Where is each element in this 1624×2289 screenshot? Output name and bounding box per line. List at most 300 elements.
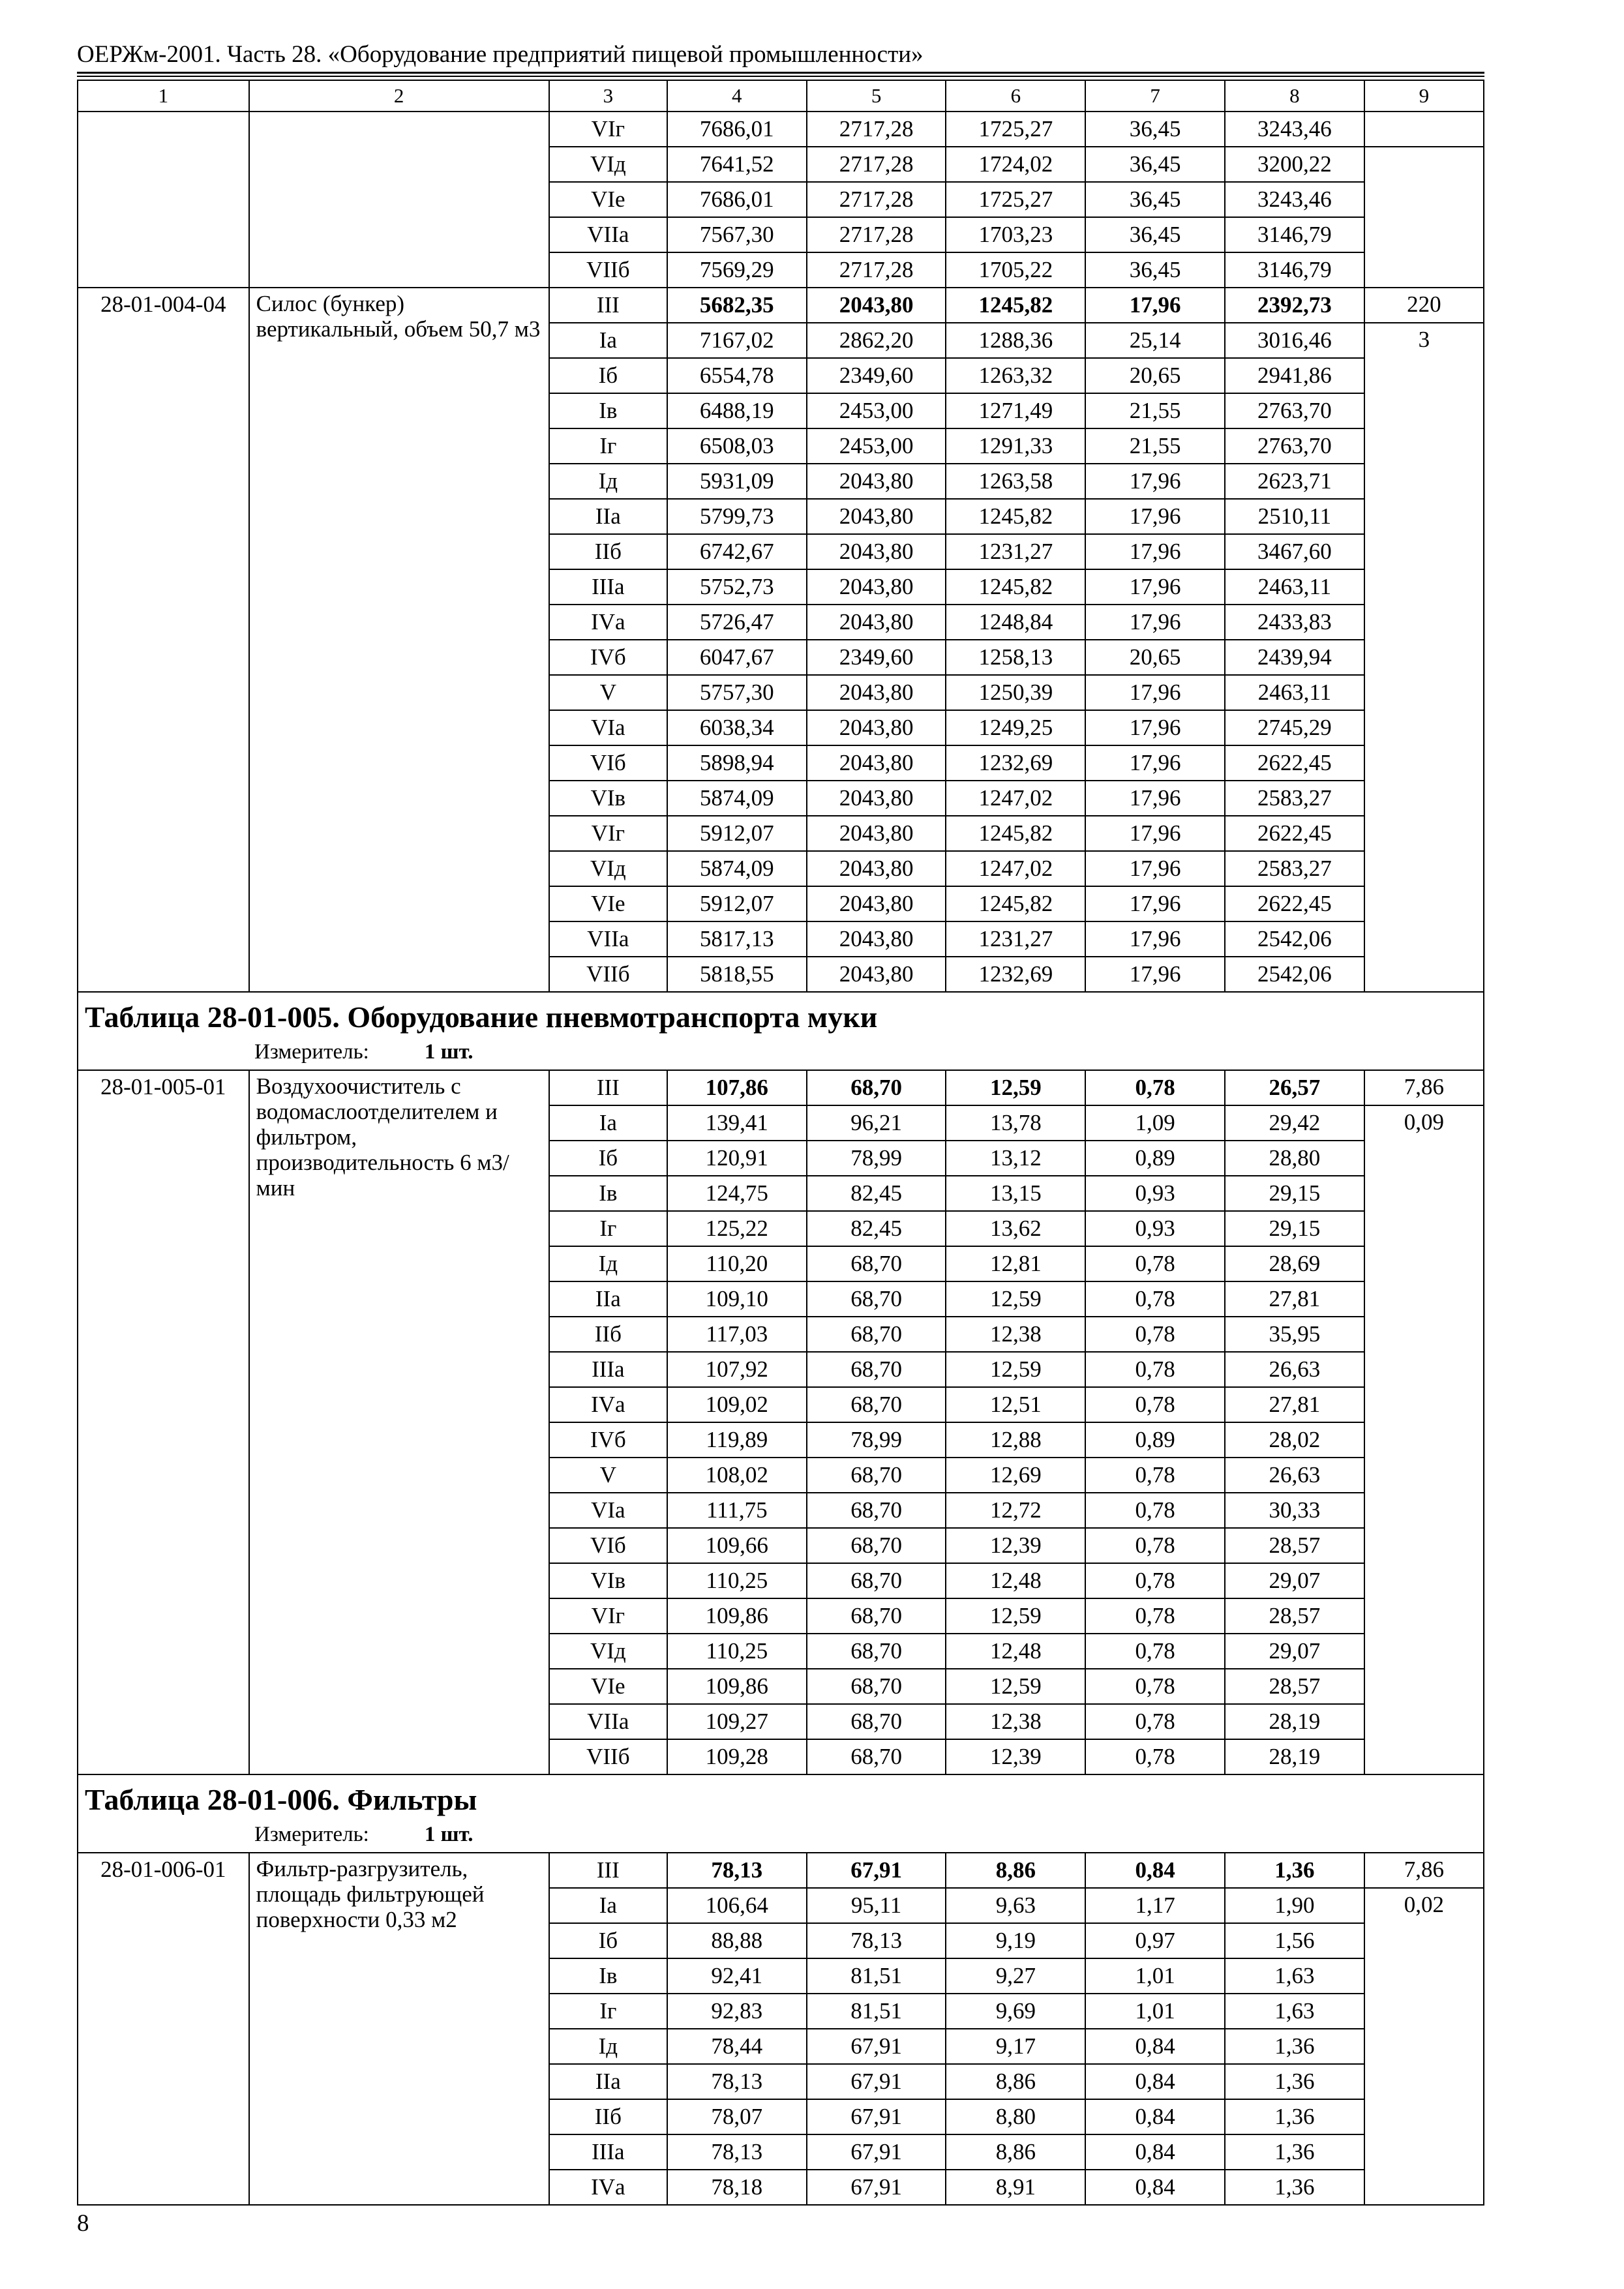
rate-value: 5912,07 <box>667 886 807 921</box>
rate-value: 1,36 <box>1225 2064 1364 2099</box>
rate-value: 1725,27 <box>946 112 1085 147</box>
unit-value: 1 шт. <box>424 1040 474 1064</box>
rate-value: 109,86 <box>667 1598 807 1634</box>
rate-value: 12,59 <box>946 1598 1085 1634</box>
rate-value: 2349,60 <box>807 358 946 393</box>
rate-value: 109,10 <box>667 1281 807 1317</box>
rate-value: 109,86 <box>667 1669 807 1704</box>
zone-code: Iа <box>549 323 667 358</box>
rate-value: 2453,00 <box>807 428 946 464</box>
rate-value: 9,19 <box>946 1923 1085 1958</box>
rate-value: 17,96 <box>1085 605 1225 640</box>
rate-value: 3016,46 <box>1225 323 1364 358</box>
rate-value: 68,70 <box>807 1317 946 1352</box>
unit-line <box>85 1037 1477 1067</box>
rate-value: 111,75 <box>667 1493 807 1528</box>
rate-value: 2349,60 <box>807 640 946 675</box>
column-number: 4 <box>667 80 807 112</box>
rate-value: 0,78 <box>1085 1563 1225 1598</box>
rate-value: 2583,27 <box>1225 781 1364 816</box>
rate-value: 17,96 <box>1085 886 1225 921</box>
column-number: 7 <box>1085 80 1225 112</box>
zone-code: VIд <box>549 147 667 182</box>
table-row <box>78 1070 1484 1105</box>
rate-value: 12,88 <box>946 1422 1085 1458</box>
header-rule <box>77 72 1484 74</box>
rate-value: 2622,45 <box>1225 816 1364 851</box>
rate-value: 139,41 <box>667 1105 807 1141</box>
zone-code: VIе <box>549 182 667 217</box>
rate-value: 2763,70 <box>1225 393 1364 428</box>
zone-code: VIIб <box>549 252 667 288</box>
rate-value: 96,21 <box>807 1105 946 1141</box>
rate-value: 0,78 <box>1085 1246 1225 1281</box>
rate-value: 2392,73 <box>1225 288 1364 323</box>
rate-value: 2862,20 <box>807 323 946 358</box>
rate-value: 2463,11 <box>1225 569 1364 605</box>
rate-value: 6554,78 <box>667 358 807 393</box>
rate-value: 68,70 <box>807 1281 946 1317</box>
rate-value: 6038,34 <box>667 710 807 745</box>
rate-value: 0,78 <box>1085 1070 1225 1105</box>
unit-label: Измеритель: <box>254 1040 369 1064</box>
rate-value: 78,13 <box>807 1923 946 1958</box>
table-section-heading <box>78 992 1484 1070</box>
column-number-row <box>78 80 1484 112</box>
rate-value: 13,15 <box>946 1176 1085 1211</box>
rate-value: 1,63 <box>1225 1958 1364 1994</box>
rate-value: 28,69 <box>1225 1246 1364 1281</box>
section-title: Таблица 28-01-005. Оборудование пневмотранспорта муки <box>85 1000 878 1034</box>
rate-value: 26,57 <box>1225 1070 1364 1105</box>
page-number: 8 <box>77 2210 89 2237</box>
rate-value: 0,84 <box>1085 2064 1225 2099</box>
rate-value: 9,27 <box>946 1958 1085 1994</box>
rate-value: 2453,00 <box>807 393 946 428</box>
item-code: 28-01-004-04 <box>78 288 249 992</box>
column-9-value: 220 <box>1364 288 1484 323</box>
zone-code: IVа <box>549 1387 667 1422</box>
rate-value: 2745,29 <box>1225 710 1364 745</box>
zone-code: VIе <box>549 886 667 921</box>
column-9-value: 0,02 <box>1364 1888 1484 2205</box>
rate-value: 0,84 <box>1085 2029 1225 2064</box>
rate-value: 9,17 <box>946 2029 1085 2064</box>
zone-code: IIб <box>549 1317 667 1352</box>
zone-code: III <box>549 288 667 323</box>
rate-value: 1245,82 <box>946 816 1085 851</box>
zone-code: Iв <box>549 1176 667 1211</box>
rate-value: 78,99 <box>807 1422 946 1458</box>
rate-value: 17,96 <box>1085 499 1225 534</box>
zone-code: VIIа <box>549 217 667 252</box>
rate-value: 17,96 <box>1085 745 1225 781</box>
rate-value: 17,96 <box>1085 921 1225 957</box>
rate-value: 109,27 <box>667 1704 807 1739</box>
column-9-value: 3 <box>1364 323 1484 992</box>
column-number: 9 <box>1364 80 1484 112</box>
rate-value: 2043,80 <box>807 464 946 499</box>
document-header: ОЕРЖм-2001. Часть 28. «Оборудование предприятий пищевой промышленности» <box>77 41 924 68</box>
rate-value: 88,88 <box>667 1923 807 1958</box>
rate-value: 2622,45 <box>1225 745 1364 781</box>
zone-code: Iд <box>549 1246 667 1281</box>
rate-value: 5817,13 <box>667 921 807 957</box>
rate-value: 30,33 <box>1225 1493 1364 1528</box>
zone-code: III <box>549 1070 667 1105</box>
zone-code: IIа <box>549 499 667 534</box>
rate-value: 2542,06 <box>1225 921 1364 957</box>
rate-value: 12,59 <box>946 1070 1085 1105</box>
unit-label: Измеритель: <box>254 1823 369 1846</box>
rate-value: 36,45 <box>1085 252 1225 288</box>
rate-value: 1,17 <box>1085 1888 1225 1923</box>
rate-value: 106,64 <box>667 1888 807 1923</box>
zone-code: Iв <box>549 1958 667 1994</box>
zone-code: Iг <box>549 1994 667 2029</box>
zone-code: IVа <box>549 605 667 640</box>
rate-value: 0,93 <box>1085 1176 1225 1211</box>
rate-value: 110,25 <box>667 1634 807 1669</box>
rate-value: 1288,36 <box>946 323 1085 358</box>
unit-line <box>85 1819 1477 1849</box>
rate-value: 110,25 <box>667 1563 807 1598</box>
table-row <box>78 1853 1484 1888</box>
rate-value: 68,70 <box>807 1352 946 1387</box>
rate-value: 67,91 <box>807 2170 946 2205</box>
item-code: 28-01-006-01 <box>78 1853 249 2205</box>
rate-value: 2043,80 <box>807 605 946 640</box>
rate-value: 5757,30 <box>667 675 807 710</box>
rate-value: 7167,02 <box>667 323 807 358</box>
rate-value: 5818,55 <box>667 957 807 992</box>
rate-value: 17,96 <box>1085 851 1225 886</box>
zone-code: VIIа <box>549 921 667 957</box>
rate-value: 125,22 <box>667 1211 807 1246</box>
rate-value: 2623,71 <box>1225 464 1364 499</box>
rate-value: 110,20 <box>667 1246 807 1281</box>
zone-code: VIв <box>549 781 667 816</box>
rate-value: 2717,28 <box>807 147 946 182</box>
rate-value: 17,96 <box>1085 288 1225 323</box>
rate-value: 21,55 <box>1085 393 1225 428</box>
rate-value: 0,78 <box>1085 1352 1225 1387</box>
rate-value: 2043,80 <box>807 957 946 992</box>
rate-value: 17,96 <box>1085 781 1225 816</box>
rate-value: 7686,01 <box>667 182 807 217</box>
rate-value: 3146,79 <box>1225 217 1364 252</box>
rate-value: 29,15 <box>1225 1176 1364 1211</box>
rate-value: 1245,82 <box>946 499 1085 534</box>
rate-value: 6488,19 <box>667 393 807 428</box>
rate-value: 109,66 <box>667 1528 807 1563</box>
rate-value: 5931,09 <box>667 464 807 499</box>
column-number: 8 <box>1225 80 1364 112</box>
rate-value: 5799,73 <box>667 499 807 534</box>
rates-table <box>77 80 1484 2206</box>
column-9-value: 7,86 <box>1364 1853 1484 1888</box>
rate-value: 1,36 <box>1225 2029 1364 2064</box>
rate-value: 0,89 <box>1085 1422 1225 1458</box>
rate-value: 78,07 <box>667 2099 807 2134</box>
rate-value: 26,63 <box>1225 1352 1364 1387</box>
rate-value: 29,15 <box>1225 1211 1364 1246</box>
zone-code: VIIб <box>549 1739 667 1774</box>
rate-value: 124,75 <box>667 1176 807 1211</box>
rate-value: 1231,27 <box>946 534 1085 569</box>
zone-code: VIб <box>549 745 667 781</box>
rate-value: 12,39 <box>946 1739 1085 1774</box>
rate-value: 0,78 <box>1085 1598 1225 1634</box>
column-number: 2 <box>249 80 549 112</box>
section-heading-cell <box>78 1774 1484 1853</box>
rate-value: 9,63 <box>946 1888 1085 1923</box>
rate-value: 2717,28 <box>807 252 946 288</box>
rate-value: 17,96 <box>1085 710 1225 745</box>
zone-code: IVб <box>549 640 667 675</box>
rate-value: 81,51 <box>807 1958 946 1994</box>
rate-value: 68,70 <box>807 1598 946 1634</box>
rate-value: 7569,29 <box>667 252 807 288</box>
rate-value: 5912,07 <box>667 816 807 851</box>
rate-value: 27,81 <box>1225 1281 1364 1317</box>
rate-value: 1245,82 <box>946 569 1085 605</box>
rate-value: 28,57 <box>1225 1669 1364 1704</box>
rate-value: 8,80 <box>946 2099 1085 2134</box>
rate-value: 1263,58 <box>946 464 1085 499</box>
rate-value: 2043,80 <box>807 816 946 851</box>
rate-value: 107,92 <box>667 1352 807 1387</box>
rate-value: 13,62 <box>946 1211 1085 1246</box>
rate-value: 20,65 <box>1085 640 1225 675</box>
rate-value: 68,70 <box>807 1493 946 1528</box>
unit-value: 1 шт. <box>424 1823 474 1846</box>
rate-value: 7567,30 <box>667 217 807 252</box>
rate-value: 3243,46 <box>1225 112 1364 147</box>
rate-value: 68,70 <box>807 1634 946 1669</box>
rate-value: 1,36 <box>1225 1853 1364 1888</box>
rate-value: 6742,67 <box>667 534 807 569</box>
rate-value: 17,96 <box>1085 957 1225 992</box>
rate-value: 5682,35 <box>667 288 807 323</box>
rate-value: 68,70 <box>807 1528 946 1563</box>
rate-value: 1247,02 <box>946 851 1085 886</box>
rate-value: 29,42 <box>1225 1105 1364 1141</box>
rate-value: 1263,32 <box>946 358 1085 393</box>
rate-value: 20,65 <box>1085 358 1225 393</box>
zone-code: Iб <box>549 1923 667 1958</box>
rate-value: 13,78 <box>946 1105 1085 1141</box>
rate-value: 2043,80 <box>807 534 946 569</box>
rate-value: 28,57 <box>1225 1598 1364 1634</box>
rate-value: 82,45 <box>807 1176 946 1211</box>
rate-value: 2043,80 <box>807 851 946 886</box>
rate-value: 28,57 <box>1225 1528 1364 1563</box>
section-heading-cell <box>78 992 1484 1070</box>
rate-value: 1231,27 <box>946 921 1085 957</box>
rate-value: 36,45 <box>1085 147 1225 182</box>
rate-value: 8,86 <box>946 1853 1085 1888</box>
rate-value: 2433,83 <box>1225 605 1364 640</box>
zone-code: IVа <box>549 2170 667 2205</box>
rate-value: 2542,06 <box>1225 957 1364 992</box>
rate-value: 120,91 <box>667 1141 807 1176</box>
rate-value: 67,91 <box>807 2099 946 2134</box>
rate-value: 36,45 <box>1085 112 1225 147</box>
rate-value: 26,63 <box>1225 1458 1364 1493</box>
rate-value: 78,18 <box>667 2170 807 2205</box>
rate-value: 13,12 <box>946 1141 1085 1176</box>
rate-value: 0,78 <box>1085 1387 1225 1422</box>
rate-value: 0,89 <box>1085 1141 1225 1176</box>
rate-value: 92,83 <box>667 1994 807 2029</box>
zone-code: Iа <box>549 1105 667 1141</box>
rate-value: 1250,39 <box>946 675 1085 710</box>
rate-value: 119,89 <box>667 1422 807 1458</box>
rate-value: 68,70 <box>807 1563 946 1598</box>
rate-value: 2439,94 <box>1225 640 1364 675</box>
rate-value: 3146,79 <box>1225 252 1364 288</box>
rate-value: 0,78 <box>1085 1739 1225 1774</box>
rate-value: 29,07 <box>1225 1634 1364 1669</box>
rate-value: 1,36 <box>1225 2099 1364 2134</box>
rate-value: 36,45 <box>1085 182 1225 217</box>
rate-value: 67,91 <box>807 2134 946 2170</box>
rate-value: 28,80 <box>1225 1141 1364 1176</box>
rate-value: 2043,80 <box>807 745 946 781</box>
rate-value: 2717,28 <box>807 112 946 147</box>
rate-value: 5874,09 <box>667 851 807 886</box>
rate-value: 78,13 <box>667 1853 807 1888</box>
zone-code: IIIа <box>549 1352 667 1387</box>
rate-value: 0,84 <box>1085 2170 1225 2205</box>
item-code <box>78 112 249 288</box>
zone-code: Iг <box>549 428 667 464</box>
rate-value: 2043,80 <box>807 710 946 745</box>
rate-value: 17,96 <box>1085 464 1225 499</box>
column-number: 6 <box>946 80 1085 112</box>
rate-value: 1,36 <box>1225 2134 1364 2170</box>
column-9-value <box>1364 147 1484 288</box>
rate-value: 2043,80 <box>807 288 946 323</box>
rate-value: 1232,69 <box>946 745 1085 781</box>
zone-code: VIг <box>549 1598 667 1634</box>
rate-value: 12,69 <box>946 1458 1085 1493</box>
rate-value: 109,28 <box>667 1739 807 1774</box>
rate-value: 12,51 <box>946 1387 1085 1422</box>
table-row <box>78 288 1484 323</box>
rate-value: 2043,80 <box>807 781 946 816</box>
rate-value: 81,51 <box>807 1994 946 2029</box>
zone-code: VIв <box>549 1563 667 1598</box>
header-rule-thin <box>77 76 1484 77</box>
rate-value: 1258,13 <box>946 640 1085 675</box>
rate-value: 78,13 <box>667 2134 807 2170</box>
rate-value: 2622,45 <box>1225 886 1364 921</box>
zone-code: VIIб <box>549 957 667 992</box>
rate-value: 2941,86 <box>1225 358 1364 393</box>
rate-value: 2763,70 <box>1225 428 1364 464</box>
rate-value: 2717,28 <box>807 182 946 217</box>
zone-code: Iб <box>549 358 667 393</box>
zone-code: IIIа <box>549 569 667 605</box>
rate-value: 1724,02 <box>946 147 1085 182</box>
rate-value: 17,96 <box>1085 816 1225 851</box>
rate-value: 1,63 <box>1225 1994 1364 2029</box>
rate-value: 5874,09 <box>667 781 807 816</box>
rate-value: 6508,03 <box>667 428 807 464</box>
rate-value: 0,97 <box>1085 1923 1225 1958</box>
item-description: Фильтр-разгрузитель, площадь фильтрующей поверхности 0,33 м2 <box>249 1853 549 2205</box>
rate-value: 82,45 <box>807 1211 946 1246</box>
rate-value: 0,93 <box>1085 1211 1225 1246</box>
item-description: Силос (бункер) вертикальный, объем 50,7 м3 <box>249 288 549 992</box>
zone-code: Iд <box>549 2029 667 2064</box>
rate-value: 5898,94 <box>667 745 807 781</box>
rate-value: 3200,22 <box>1225 147 1364 182</box>
zone-code: VIа <box>549 710 667 745</box>
table-row <box>78 112 1484 147</box>
zone-code: IVб <box>549 1422 667 1458</box>
column-number: 3 <box>549 80 667 112</box>
rate-value: 107,86 <box>667 1070 807 1105</box>
rate-value: 2583,27 <box>1225 851 1364 886</box>
rate-value: 12,59 <box>946 1352 1085 1387</box>
rate-value: 12,38 <box>946 1317 1085 1352</box>
rate-value: 78,99 <box>807 1141 946 1176</box>
rate-value: 1,01 <box>1085 1958 1225 1994</box>
rate-value: 68,70 <box>807 1739 946 1774</box>
rate-value: 12,48 <box>946 1563 1085 1598</box>
rate-value: 1271,49 <box>946 393 1085 428</box>
zone-code: IIб <box>549 2099 667 2134</box>
rate-value: 2463,11 <box>1225 675 1364 710</box>
rate-value: 27,81 <box>1225 1387 1364 1422</box>
rate-value: 0,78 <box>1085 1493 1225 1528</box>
rate-value: 12,39 <box>946 1528 1085 1563</box>
column-9-value: 0,09 <box>1364 1105 1484 1774</box>
rate-value: 3467,60 <box>1225 534 1364 569</box>
rate-value: 78,13 <box>667 2064 807 2099</box>
rate-value: 117,03 <box>667 1317 807 1352</box>
rate-value: 17,96 <box>1085 569 1225 605</box>
zone-code: VIб <box>549 1528 667 1563</box>
rate-value: 1,09 <box>1085 1105 1225 1141</box>
rate-value: 0,78 <box>1085 1317 1225 1352</box>
rate-value: 28,02 <box>1225 1422 1364 1458</box>
zone-code: Iб <box>549 1141 667 1176</box>
column-number: 1 <box>78 80 249 112</box>
zone-code: VIа <box>549 1493 667 1528</box>
rate-value: 12,48 <box>946 1634 1085 1669</box>
rate-value: 6047,67 <box>667 640 807 675</box>
rate-value: 1725,27 <box>946 182 1085 217</box>
section-title: Таблица 28-01-006. Фильтры <box>85 1783 477 1816</box>
rate-value: 0,78 <box>1085 1281 1225 1317</box>
zone-code: Iв <box>549 393 667 428</box>
rate-value: 1,01 <box>1085 1994 1225 2029</box>
rate-value: 1,90 <box>1225 1888 1364 1923</box>
rate-value: 29,07 <box>1225 1563 1364 1598</box>
rate-value: 92,41 <box>667 1958 807 1994</box>
rate-value: 0,78 <box>1085 1669 1225 1704</box>
column-9-value <box>1364 112 1484 147</box>
item-code: 28-01-005-01 <box>78 1070 249 1774</box>
rate-value: 1232,69 <box>946 957 1085 992</box>
rate-value: 9,69 <box>946 1994 1085 2029</box>
rate-value: 17,96 <box>1085 675 1225 710</box>
zone-code: IIб <box>549 534 667 569</box>
